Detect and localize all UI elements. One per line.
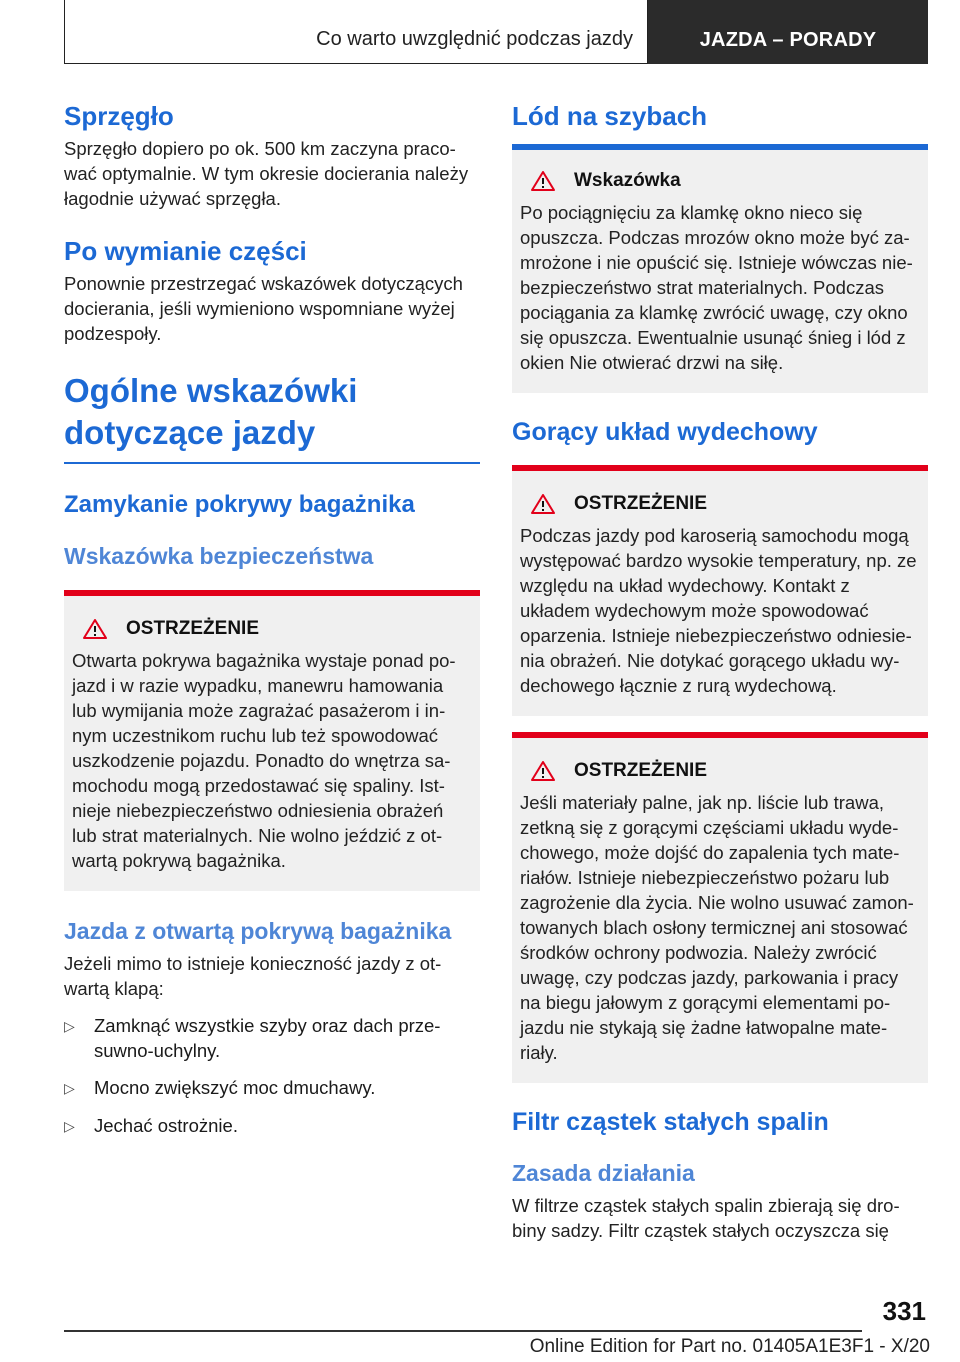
open-trunk-text: Jeżeli mimo to istnieje konieczność jazdy z ot-wartą klapą:: [64, 953, 442, 999]
left-column: [64, 100, 480, 1139]
warning-title-text: OSTRZEŻENIE: [574, 760, 708, 781]
open-trunk-heading: Jazda z otwartą pokrywą bagażnika: [64, 918, 452, 944]
list-item: ▷ Mocno zwiększyć moc dmuchawy.: [64, 1075, 480, 1101]
footer-divider: [64, 1330, 862, 1332]
page-header: [64, 0, 928, 64]
warning-triangle-icon: [530, 170, 556, 192]
ice-heading: Lód na szybach: [512, 101, 708, 131]
warning-box-trunk: [64, 590, 480, 891]
warning-text: Jeśli materiały palne, jak np. liście lub trawa, zetkną się z gorącymi częściami układu wyde-chowego, może dojść do zapalenia tych mate-riałów. Istnieje niebezpieczeństwo pożaru lub zagrożenie dla życia. Nie wolno usuwać zamon-towanych blach osłony termicznej ani stosować środków ochrony podwozia. Należy zwrócić uwagę, czy podczas jazdy, parkowania i pracy na biegu jałowym z gorącymi elementami po-jazdu nie stykają się żadne łatwopalne mate-riały.: [520, 792, 914, 1063]
parts-text: Ponownie przestrzegać wskazówek dotyczących docierania, jeśli wymieniono wspomniane wyżej podzespoły.: [64, 273, 463, 344]
instruction-list: [64, 1013, 480, 1139]
filter-heading: Filtr cząstek stałych spalin: [512, 1108, 829, 1136]
page-number: 331: [882, 1296, 926, 1326]
warning-title: [72, 618, 472, 640]
list-bullet-icon: ▷: [64, 1018, 75, 1034]
warning-text: Otwarta pokrywa bagażnika wystaje ponad po-jazd i w razie wypadku, manewru hamowania lub wymijania może zagrażać pasażerom i in-nym uczestnikom ruchu lub też spowodować uszkodzenie pojazdu. Ponadto do wnętrza sa-mochodu mogą przedostawać się spaliny. Ist-nieje niebezpieczeństwo odniesienia obrażeń lub strat materialnych. Nie wolno jeździć z ot-wartą pokrywą bagażnika.: [72, 650, 456, 871]
clutch-text: Sprzęgło dopiero po ok. 500 km zaczyna praco-wać optymalnie. W tym okresie docierania należy łagodnie używać sprzęgła.: [64, 138, 469, 209]
exhaust-heading: Gorący układ wydechowy: [512, 418, 818, 446]
warning-title-text: OSTRZEŻENIE: [574, 493, 708, 514]
list-item: ▷ Jechać ostrożnie.: [64, 1113, 480, 1139]
list-bullet-icon: ▷: [64, 1118, 75, 1134]
warning-title: [520, 760, 920, 782]
list-item: ▷ Zamknąć wszystkie szyby oraz dach prze-suwno-uchylny.: [64, 1015, 441, 1061]
general-heading: [64, 370, 480, 454]
warning-box-fire: [512, 732, 928, 1083]
parts-heading: Po wymianie części: [64, 236, 307, 266]
note-title: [520, 170, 920, 192]
warning-triangle-icon: [530, 760, 556, 782]
warning-triangle-icon: [530, 493, 556, 515]
clutch-heading: Sprzęgło: [64, 101, 174, 131]
note-box-ice: [512, 144, 928, 393]
note-title-text: Wskazówka: [574, 170, 681, 191]
header-section-title: Co warto uwzględnić podczas jazdy: [64, 0, 648, 64]
warning-title: [520, 493, 920, 515]
header-chapter-title: JAZDA – PORADY: [648, 0, 928, 64]
general-heading-line-2: dotyczące jazdy: [64, 414, 316, 451]
warning-text: Podczas jazdy pod karoserią samochodu mogą występować bardzo wysokie temperatury, np. ze względu na układ wydechowy. Kontakt z układem wydechowym może spowodować oparzenia. Istnieje niebezpieczeństwo odniesie-nia obrażeń. Nie dotykać gorącego układu wy-dechowego łącznie z rurą wydechową.: [520, 525, 917, 696]
note-text: Po pociągnięciu za klamkę okno nieco się opuszcza. Podczas mrozów okno może być za-mrożone i nie opuścić się. Istnieje wówczas nie-bezpieczeństwo strat materialnych. Podczas pociągania za klamkę zwrócić uwagę, czy okno się opuszcza. Ewentualnie usunąć śnieg i lód z okien Nie otwierać drzwi na siłę.: [520, 202, 913, 373]
trunk-heading: Zamykanie pokrywy bagażnika: [64, 491, 415, 518]
safety-heading: Wskazówka bezpieczeństwa: [64, 543, 374, 569]
list-bullet-icon: ▷: [64, 1080, 75, 1096]
warning-triangle-icon: [82, 618, 108, 640]
warning-box-exhaust: [512, 465, 928, 716]
heading-underline: [64, 462, 480, 464]
general-heading-line-1: Ogólne wskazówki: [64, 372, 358, 409]
warning-title-text: OSTRZEŻENIE: [126, 618, 260, 639]
principle-text: W filtrze cząstek stałych spalin zbierają się dro-biny sadzy. Filtr cząstek stałych oczyszcza się: [512, 1195, 900, 1241]
footer-edition-text: Online Edition for Part no. 01405A1E3F1 - X/20: [529, 1336, 930, 1357]
principle-heading: Zasada działania: [512, 1160, 695, 1186]
right-column: [512, 100, 928, 1243]
